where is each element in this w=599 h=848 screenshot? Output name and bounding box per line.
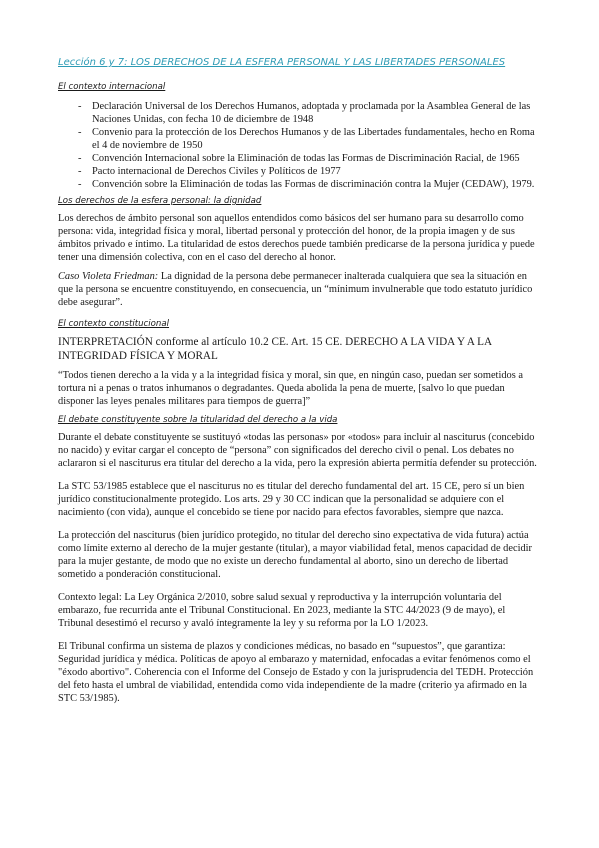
list-item: - Convención sobre la Eliminación de todas las Formas de discriminación contra la Mujer (CEDAW), 1979. bbox=[78, 179, 535, 190]
heading-international-context: El contexto internacional bbox=[58, 82, 166, 92]
paragraph-tribunal-confirms: El Tribunal confirma un sistema de plazos y condiciones médicas, no basado en “supuestos”, que garantiza: Seguridad jurídica y médica. Políticas de apoyo al embarazo y maternidad, enfocadas a evitar fenómenos como el "éxodo abortivo". Coherencia con el Informe del Consejo de Estado y con la jurisprudencia del TEDH. Protección del feto hasta el umbral de viabilidad, entendida como vida independiente de la madre (criterio ya afirmado en la STC 53/1985). bbox=[58, 641, 534, 704]
paragraph-article-quote: “Todos tienen derecho a la vida y a la integridad física y moral, sin que, en ningún caso, puedan ser sometidos a tortura ni a penas o tratos inhumanos o degradantes. Queda abolida la pena de muerte, [salvo lo que puedan disponer las leyes penales militares para tiempos de guerra]” bbox=[58, 370, 523, 407]
paragraph-nasciturus-protection: La protección del nasciturus (bien jurídico protegido, no titular del derecho sino expectativa de vida futura) actúa como límite externo al derecho de la mujer gestante (titular), a mayor viabilidad fetal, menos capacidad de decidir para la mujer gestante, de modo que no existe un derecho fundamental al aborto, sino un derecho de libertad sometido a ponderación constitucional. bbox=[58, 530, 533, 580]
list-item: - Declaración Universal de los Derechos Humanos, adoptada y proclamada por la Asamblea General de las Naciones Unidas, con fecha 10 de diciembre de 1948 bbox=[78, 101, 531, 125]
paragraph-interpretation: INTERPRETACIÓN conforme al artículo 10.2 CE. Art. 15 CE. DERECHO A LA VIDA Y A LA INTEGRIDAD FÍSICA Y MORAL bbox=[58, 336, 492, 362]
paragraph-debate: Durante el debate constituyente se sustituyó «todas las personas» por «todos» para incluir al nasciturus (concebido no nacido) y evitar cargar el concepto de “persona” con significados del derecho civil o penal. Los debates no aclararon si el nasciturus era titular del derecho a la vida, pero la expresión abierta permitía defender su protección. bbox=[58, 432, 537, 469]
heading-constitutional-context: El contexto constitucional bbox=[58, 319, 170, 329]
list-item: - Convención Internacional sobre la Eliminación de todas las Formas de Discriminación Racial, de 1965 bbox=[78, 153, 520, 164]
dash-bullet: - bbox=[78, 179, 82, 190]
case-label: Caso Violeta Friedman: bbox=[58, 271, 159, 282]
list-item: - Pacto internacional de Derechos Civiles y Políticos de 1977 bbox=[78, 166, 341, 177]
heading-dignity: Los derechos de la esfera personal: la dignidad bbox=[58, 196, 262, 206]
paragraph-legal-context: Contexto legal: La Ley Orgánica 2/2010, sobre salud sexual y reproductiva y la interrupción voluntaria del embarazo, fue recurrida ante el Tribunal Constitucional. En 2023, mediante la STC 44/2023 (9 de mayo), el Tribunal desestimó el recurso y avaló íntegramente la ley y su reforma por la LO 1/2023. bbox=[58, 592, 506, 629]
paragraph-stc-53-1985: La STC 53/1985 establece que el nasciturus no es titular del derecho fundamental del art. 15 CE, pero sí un bien jurídico constitucionalmente protegido. Los arts. 29 y 30 CC indican que la personalidad se adquiere con el nacimiento (con vida), aunque el concebido se tiene por nacido para efectos favorables, siempre que nazca. bbox=[58, 481, 525, 518]
conventions-list bbox=[58, 100, 541, 191]
paragraph-personal-rights: Los derechos de ámbito personal son aquellos entendidos como básicos del ser humano para su desarrollo como persona: vida, integridad física y moral, libertad personal y protección del honor, de la propia imagen y de sus ámbitos privado e íntimo. La titularidad de estos derechos puede también predicarse de la persona jurídica y puede tener una dimensión colectiva, con en el caso del derecho al honor. bbox=[58, 213, 535, 263]
lesson-title: Lección 6 y 7: LOS DERECHOS DE LA ESFERA PERSONAL Y LAS LIBERTADES PERSONALES bbox=[58, 57, 506, 68]
dash-bullet: - bbox=[78, 101, 82, 112]
dash-bullet: - bbox=[78, 153, 82, 164]
paragraph-friedman-case: Caso Violeta Friedman: La dignidad de la persona debe permanecer inalterada cualquiera que sea la situación en que la persona se encuentre constituyendo, en consecuencia, un “mínimum invulnerable que todo estatuto jurídico debe asegurar”. bbox=[58, 271, 533, 308]
dash-bullet: - bbox=[78, 166, 82, 177]
list-item: - Convenio para la protección de los Derechos Humanos y de las Libertades fundamentales, hecho en Roma el 4 de noviembre de 1950 bbox=[78, 127, 535, 151]
heading-constituent-debate: El debate constituyente sobre la titularidad del derecho a la vida bbox=[58, 415, 338, 425]
dash-bullet: - bbox=[78, 127, 82, 138]
